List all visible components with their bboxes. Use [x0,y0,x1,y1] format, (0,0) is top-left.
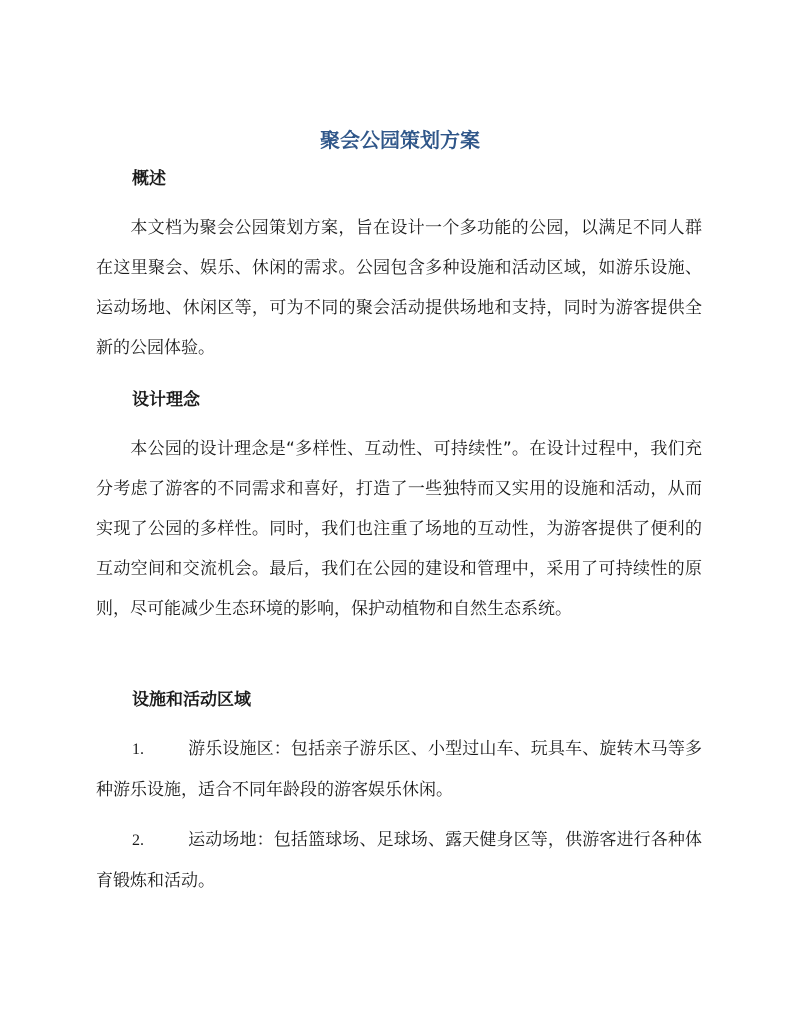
section-heading-design-concept: 设计理念 [132,390,200,410]
overview-text: 本文档为聚会公园策划方案，旨在设计一个多功能的公园，以满足不同人群在这里聚会、娱乐、休闲的需求。公园包含多种设施和活动区域，如游乐设施、运动场地、休闲区等，可为不同的聚会活动提供场地和支持，同时为游客提供全新的公园体验。 [96,218,702,358]
document-title: 聚会公园策划方案 [320,128,480,152]
section-heading-facilities: 设施和活动区域 [132,690,251,710]
section-body-overview [96,208,702,368]
design-concept-text: 本公园的设计理念是“多样性、互动性、可持续性”。在设计过程中，我们充分考虑了游客的不同需求和喜好，打造了一些独特而又实用的设施和活动，从而实现了公园的多样性。同时，我们也注重了场地的互动性，为游客提供了便利的互动空间和交流机会。最后，我们在公园的建设和管理中，采用了可持续性的原则，尽可能减少生态环境的影响，保护动植物和自然生态系统。 [96,439,702,619]
list-item [96,729,702,810]
list-item-text: 运动场地：包括篮球场、足球场、露天健身区等，供游客进行各种体育锻炼和活动。 [96,830,702,891]
list-item [96,820,702,901]
section-body-design-concept [96,429,702,629]
list-item-number: 1. [132,741,144,758]
list-item-text: 游乐设施区：包括亲子游乐区、小型过山车、玩具车、旋转木马等多种游乐设施，适合不同年龄段的游客娱乐休闲。 [96,739,702,800]
list-item-number: 2. [132,832,144,849]
section-heading-overview: 概述 [132,169,166,189]
